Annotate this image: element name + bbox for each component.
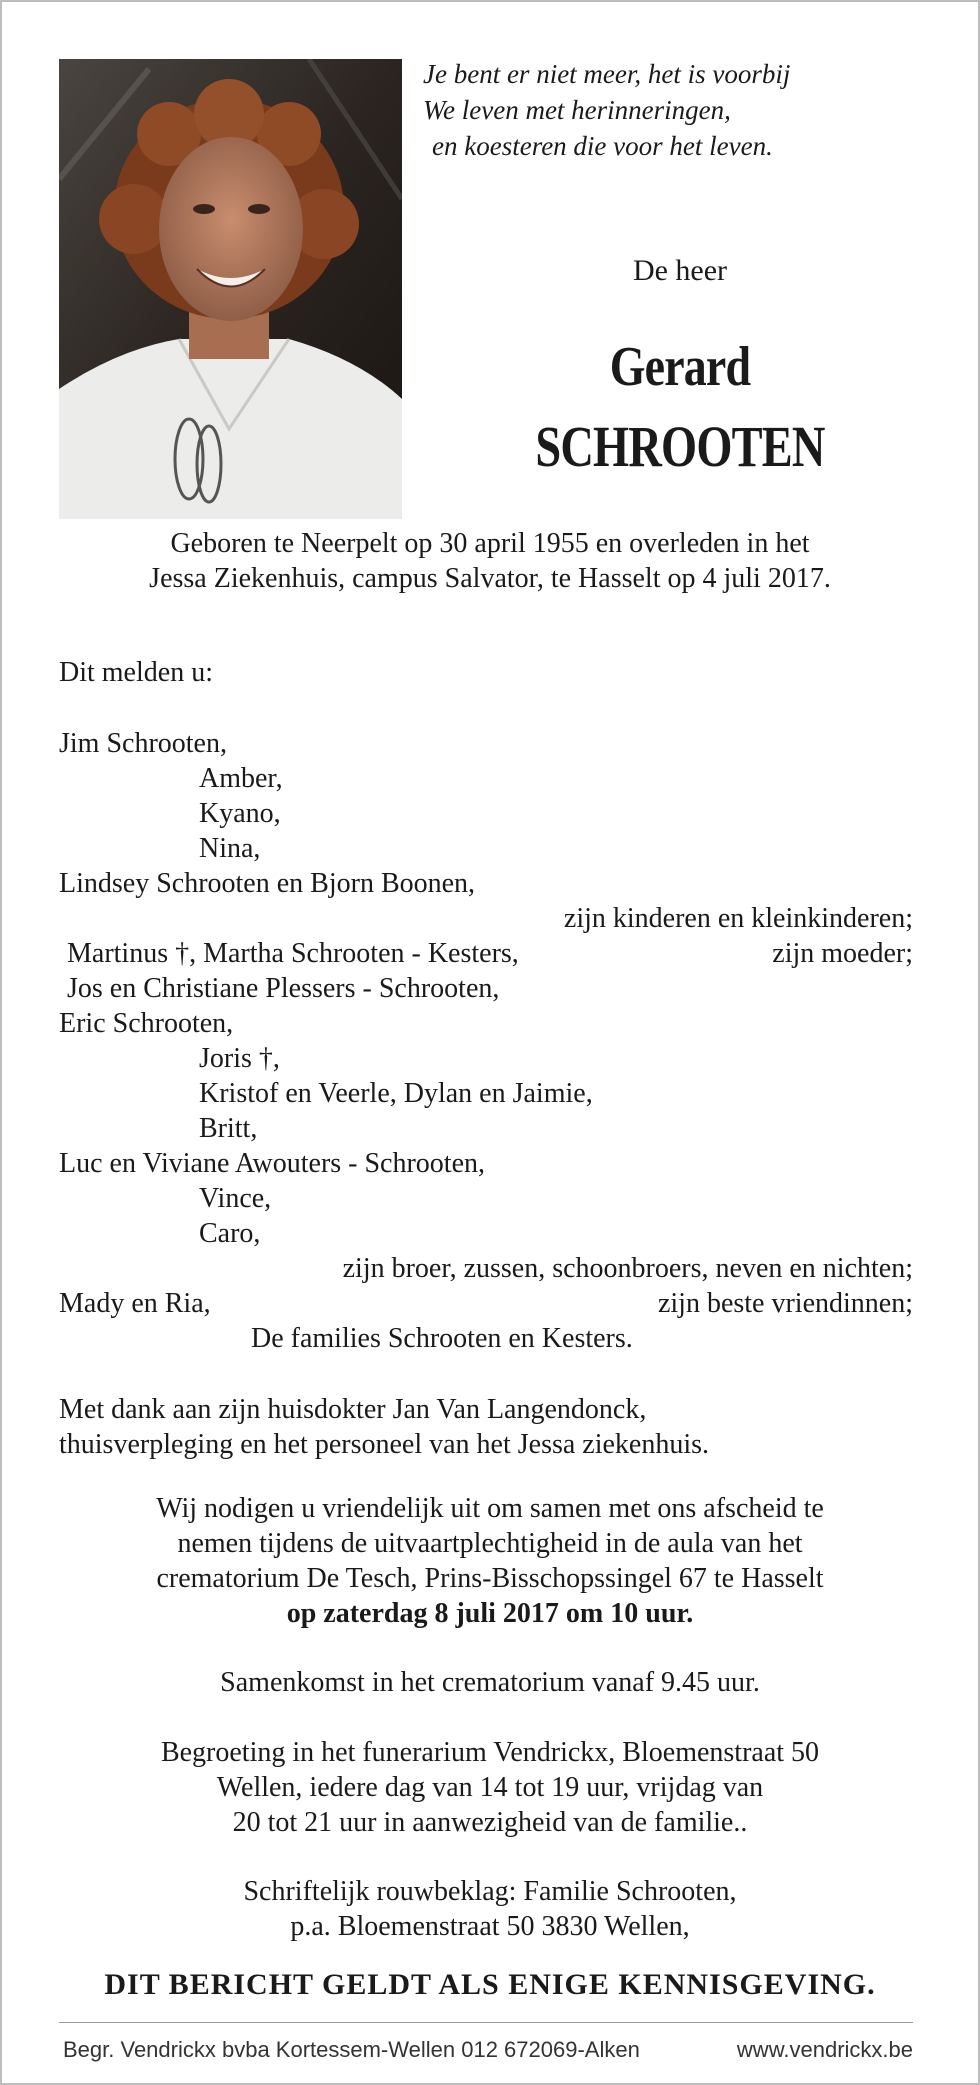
family-member: Amber, xyxy=(199,763,283,794)
invitation-line-1: Wij nodigen u vriendelijk uit om samen met ons afscheid te xyxy=(156,1493,824,1524)
family-member: Nina, xyxy=(199,833,261,864)
family-row xyxy=(59,971,913,1006)
family-row xyxy=(59,1216,913,1251)
family-row xyxy=(59,936,913,971)
family-member: Joris †, xyxy=(199,1043,280,1074)
gathering: Samenkomst in het crematorium vanaf 9.45 uur. xyxy=(220,1667,760,1698)
family-member: Luc en Viviane Awouters - Schrooten, xyxy=(59,1148,486,1179)
family-row xyxy=(59,831,913,866)
thanks-line-1: Met dank aan zijn huisdokter Jan Van Langendonck, xyxy=(59,1394,647,1425)
family-member: Britt, xyxy=(199,1113,258,1144)
family-relation: zijn broer, zussen, schoonbroers, neven en nichten; xyxy=(342,1253,913,1284)
condolences-line-1: Schriftelijk rouwbeklag: Familie Schrooten, xyxy=(243,1876,737,1907)
notice: DIT BERICHT GELDT ALS ENIGE KENNISGEVING. xyxy=(104,1968,876,2001)
family-relation: zijn moeder; xyxy=(772,938,913,969)
family-row xyxy=(59,1321,913,1356)
family-row xyxy=(59,796,913,831)
poem xyxy=(420,56,940,164)
family-row xyxy=(59,866,913,901)
footer-divider xyxy=(59,2022,913,2023)
announcers-intro: Dit melden u: xyxy=(59,657,213,688)
family-row xyxy=(59,761,913,796)
footer-undertaker: Begr. Vendrickx bvba Kortessem-Wellen 012 672069-Alken xyxy=(63,2037,640,2062)
family-member: Kristof en Veerle, Dylan en Jaimie, xyxy=(199,1078,593,1109)
ceremony-date: op zaterdag 8 juli 2017 om 10 uur. xyxy=(286,1598,694,1629)
birth-death-line-1: Geboren te Neerpelt op 30 april 1955 en overleden in het xyxy=(170,528,810,559)
poem-line-1: Je bent er niet meer, het is voorbij xyxy=(423,59,791,89)
family-relation: zijn kinderen en kleinkinderen; xyxy=(563,903,913,934)
portrait-photo xyxy=(59,59,402,519)
poem-line-2: We leven met herinneringen, xyxy=(423,95,731,125)
family-member: Lindsey Schrooten en Bjorn Boonen, xyxy=(59,868,476,899)
family-row xyxy=(59,901,913,936)
family-member: Caro, xyxy=(199,1218,261,1249)
family-member: Jos en Christiane Plessers - Schrooten, xyxy=(67,973,500,1004)
family-row xyxy=(59,1076,913,1111)
family-member: Kyano, xyxy=(199,798,281,829)
family-row xyxy=(59,1006,913,1041)
first-name: Gerard xyxy=(609,336,751,398)
salutation: De heer xyxy=(632,254,728,287)
birth-death-line-2: Jessa Ziekenhuis, campus Salvator, te Hasselt op 4 juli 2017. xyxy=(149,563,831,594)
family-row xyxy=(59,1041,913,1076)
family-row xyxy=(59,1251,913,1286)
family-member: Martinus †, Martha Schrooten - Kesters, xyxy=(67,938,519,969)
last-name: SCHROOTEN xyxy=(535,414,825,479)
visitation-line-1: Begroeting in het funerarium Vendrickx, Bloemenstraat 50 xyxy=(160,1737,820,1768)
footer-website[interactable]: www.vendrickx.be xyxy=(736,2037,913,2062)
family-row xyxy=(59,1111,913,1146)
family-member: Eric Schrooten, xyxy=(59,1008,234,1039)
family-row xyxy=(59,1146,913,1181)
family-row xyxy=(59,1286,913,1321)
thanks-line-2: thuisverpleging en het personeel van het Jessa ziekenhuis. xyxy=(59,1429,710,1460)
family-row xyxy=(59,726,913,761)
visitation-line-2: Wellen, iedere dag van 14 tot 19 uur, vrijdag van xyxy=(216,1772,764,1803)
family-member: Vince, xyxy=(199,1183,272,1214)
condolences-line-2: p.a. Bloemenstraat 50 3830 Wellen, xyxy=(290,1911,690,1942)
family-row xyxy=(59,1181,913,1216)
family-member: Mady en Ria, xyxy=(59,1288,211,1319)
visitation-line-3: 20 tot 21 uur in aanwezigheid van de familie.. xyxy=(232,1807,748,1838)
family-relation: zijn beste vriendinnen; xyxy=(657,1288,913,1319)
family-member: De families Schrooten en Kesters. xyxy=(251,1323,633,1354)
family-member: Jim Schrooten, xyxy=(59,728,227,759)
footer xyxy=(59,2030,913,2070)
invitation-line-3: crematorium De Tesch, Prins-Bisschopssingel 67 te Hasselt xyxy=(156,1563,824,1594)
poem-line-3: en koesteren die voor het leven. xyxy=(432,131,773,161)
invitation-line-2: nemen tijdens de uitvaartplechtigheid in de aula van het xyxy=(177,1528,803,1559)
